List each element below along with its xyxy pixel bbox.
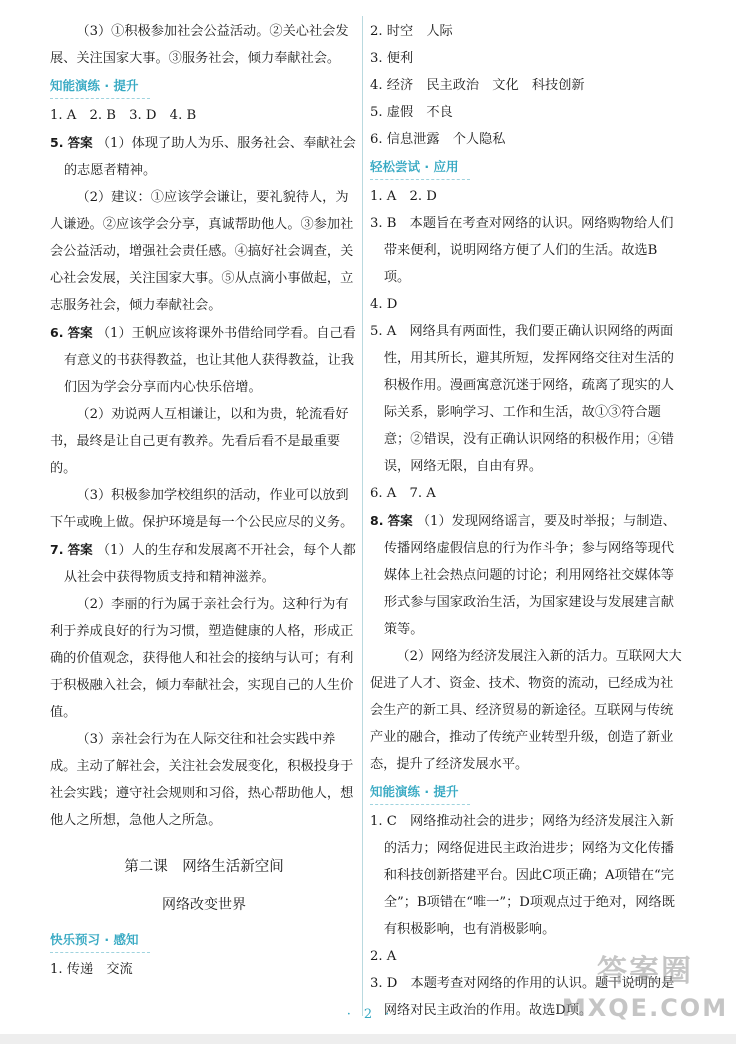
watermark-line2: MXQE.COM bbox=[561, 994, 729, 1022]
answer-text: （1）发现网络谣言，要及时举报；与制造、传播网络虚假信息的行为作斗争；参与网络等现代媒体上社会热点问题的讨论；利用网络社交媒体等形式参与国家政治生活，为国家建设与发展建言献策等。 bbox=[383, 514, 676, 637]
answer-tag: 答案 bbox=[67, 135, 93, 150]
left-top-continuation: （3）①积极参加社会公益活动。②关心社会发展、关注国家大事。③服务社会，倾力奉献社会。 bbox=[50, 24, 349, 66]
answer-tag: 答案 bbox=[67, 542, 93, 557]
watermark-logo bbox=[560, 952, 730, 1036]
fill-answer-4: 4. 经济 民主政治 文化 科技创新 bbox=[370, 78, 585, 93]
question-5-part-2: （2）建议：①应该学会谦让，要礼貌待人，为人谦逊。②应该学会分享，真诚帮助他人。③参加社会公益活动，增强社会责任感。④搞好社会调查，关心社会发展，关注国家大事。⑤从点滴小事做起，立志服务社会，倾力奉献社会。 bbox=[50, 190, 354, 313]
question-6-part-2: （2）劝说两人互相谦让，以和为贵，轮流看好书，最终是让自己更有教养。先看后看不是最重要的。 bbox=[50, 407, 349, 476]
section-heading-try: 轻松尝试 · 应用 bbox=[370, 155, 470, 180]
fill-answer-2: 2. 时空 人际 bbox=[370, 24, 453, 39]
dot-right: · bbox=[372, 1007, 390, 1022]
lesson-title: 第二课 网络生活新空间 bbox=[124, 859, 284, 875]
answer-4: 4. D bbox=[370, 297, 398, 312]
question-number: 6. bbox=[50, 325, 64, 340]
question-number: 5. bbox=[50, 135, 64, 150]
answer-tag: 答案 bbox=[387, 513, 413, 528]
explanation-3: 3. B 本题旨在考查对网络的认识。网络购物给人们带来便利，说明网络方便了人们的生活。故选B项。 bbox=[370, 216, 674, 285]
answer-row-1-2: 1. A 2. D bbox=[370, 189, 437, 204]
column-divider bbox=[362, 16, 363, 1016]
page-number-value: 2 bbox=[363, 1007, 373, 1022]
section-heading-practice-2: 知能演练 · 提升 bbox=[370, 780, 470, 805]
question-8-part-2: （2）网络为经济发展注入新的活力。互联网大大促进了人才、资金、技术、物资的流动，已经成为社会生产的新工具、经济贸易的新途径。互联网与传统产业的融合，推动了传统产业转型升级，创造了新业态，提升了经济发展水平。 bbox=[370, 649, 682, 772]
bottom-edge bbox=[0, 1034, 736, 1044]
explanation-1: 1. C 网络推动社会的进步；网络为经济发展注入新的活力；网络促进民主政治进步；网络为文化传播和科技创新搭建平台。因此C项正确；A项错在“完全”；B项错在“唯一”；D项观点过于绝对，网络既有积极影响，也有消极影响。 bbox=[370, 814, 675, 937]
fill-answer-3: 3. 便利 bbox=[370, 51, 414, 66]
fill-answer-1: 1. 传递 交流 bbox=[50, 962, 133, 977]
question-7-part-2: （2）李丽的行为属于亲社会行为。这种行为有利于养成良好的行为习惯，塑造健康的人格，形成正确的价值观念，获得他人和社会的接纳与认可；有利于积极融入社会，倾力奉献社会，实现自己的人生价值。 bbox=[50, 597, 354, 720]
right-column bbox=[370, 18, 682, 1024]
question-number: 7. bbox=[50, 542, 64, 557]
question-6-part-3: （3）积极参加学校组织的活动，作业可以放到下午或晚上做。保护环境是每一个公民应尽的义务。 bbox=[50, 488, 354, 530]
question-7 bbox=[50, 536, 358, 591]
dot-left: · bbox=[346, 1007, 364, 1022]
lesson-subtitle: 网络改变世界 bbox=[162, 897, 246, 913]
section-heading-practice: 知能演练 · 提升 bbox=[50, 74, 150, 99]
answer-row-1-4: 1. A 2. B 3. D 4. B bbox=[50, 108, 197, 123]
question-8 bbox=[370, 507, 682, 643]
answer-text: （1）人的生存和发展离不开社会，每个人都从社会中获得物质支持和精神滋养。 bbox=[63, 543, 356, 585]
answer-tag: 答案 bbox=[67, 325, 93, 340]
watermark-line1: 答案圈 bbox=[597, 954, 693, 989]
question-6 bbox=[50, 319, 358, 401]
answer-2: 2. A bbox=[370, 949, 397, 964]
question-5 bbox=[50, 129, 358, 184]
fill-answer-5: 5. 虚假 不良 bbox=[370, 105, 453, 120]
fill-answer-6: 6. 信息泄露 个人隐私 bbox=[370, 132, 506, 147]
left-column bbox=[50, 18, 358, 983]
answer-row-6-7: 6. A 7. A bbox=[370, 486, 436, 501]
explanation-3b: 3. D 本题考查对网络的作用的认识。题干说明的是网络对民主政治的作用。故选D项。 bbox=[370, 976, 675, 1018]
answer-text: （1）王帆应该将课外书借给同学看。自己看有意义的书获得教益，也让其他人获得教益，让我们因为学会分享而内心快乐倍增。 bbox=[63, 326, 356, 395]
question-7-part-3: （3）亲社会行为在人际交往和社会实践中养成。主动了解社会，关注社会发展变化，积极投身于社会实践；遵守社会规则和习俗，热心帮助他人，想他人之所想，急他人之所急。 bbox=[50, 732, 354, 828]
section-heading-preview: 快乐预习 · 感知 bbox=[50, 928, 150, 953]
answer-text: （1）体现了助人为乐、服务社会、奉献社会的志愿者精神。 bbox=[63, 136, 356, 178]
question-number: 8. bbox=[370, 513, 384, 528]
explanation-5: 5. A 网络具有两面性，我们要正确认识网络的两面性，用其所长，避其所短，发挥网络交往对生活的积极作用。漫画寓意沉迷于网络，疏离了现实的人际关系，影响学习、工作和生活，故①③符合题意；②错误，没有正确认识网络的积极作用；④错误，网络无限，自由有界。 bbox=[370, 324, 674, 474]
